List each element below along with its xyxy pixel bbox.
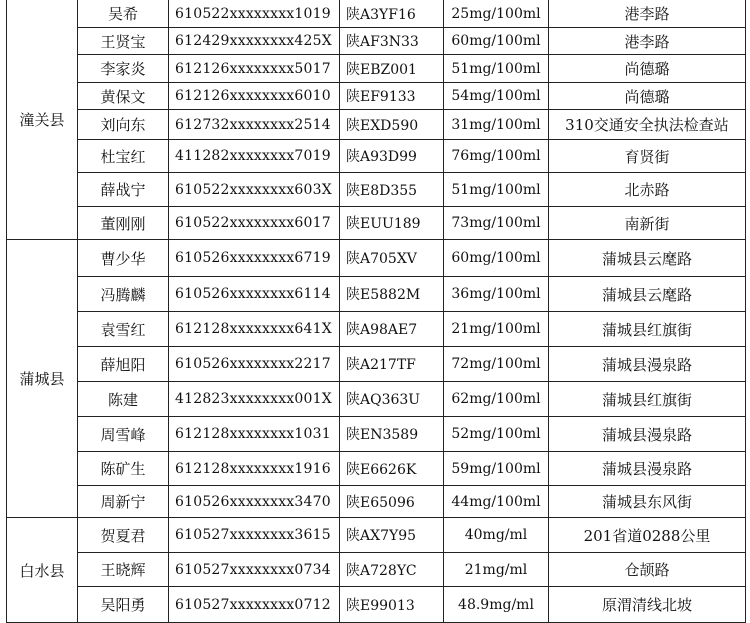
plate-number-cell: 陕E5882M — [340, 277, 444, 311]
plate-number-cell: 陕A3YF16 — [340, 0, 444, 27]
id-number-cell: 612126xxxxxxxx6010 — [169, 83, 340, 109]
person-name-cell: 董刚刚 — [78, 207, 169, 239]
table-row — [78, 382, 745, 417]
check-location-cell: 南新街 — [624, 214, 670, 233]
alcohol-level-cell: 62mg/100ml — [444, 382, 549, 416]
check-location-cell: 蒲城县漫泉路 — [601, 355, 692, 374]
check-location-cell: 北赤路 — [624, 181, 670, 199]
table-row — [78, 55, 745, 83]
table-row — [78, 452, 745, 486]
person-name-cell: 黄保文 — [78, 83, 169, 109]
table-row — [78, 110, 745, 140]
plate-number-cell: 陕AX7Y95 — [340, 518, 444, 552]
check-location-cell: 港李路 — [624, 32, 670, 51]
check-location-cell: 蒲城县红旗街 — [601, 320, 692, 339]
table-row — [78, 277, 745, 312]
check-location-cell: 仓颉路 — [624, 561, 670, 579]
check-location-cell: 蒲城县漫泉路 — [601, 460, 692, 478]
alcohol-level-cell: 21mg/100ml — [444, 312, 549, 346]
alcohol-level-cell: 36mg/100ml — [444, 277, 549, 311]
plate-number-cell: 陕EXD590 — [340, 110, 444, 139]
table-row — [78, 553, 745, 587]
id-number-cell: 612429xxxxxxxx425X — [169, 28, 340, 54]
id-number-cell: 610527xxxxxxxx0712 — [169, 587, 340, 622]
id-number-cell: 610522xxxxxxxx6017 — [169, 207, 340, 239]
plate-number-cell: 陕EUU189 — [340, 207, 444, 239]
person-name-cell: 刘向东 — [78, 110, 169, 139]
person-name-cell: 吴阳勇 — [78, 587, 169, 622]
table-row — [78, 240, 745, 277]
person-name-cell: 冯腾麟 — [78, 277, 169, 311]
table-row — [78, 28, 745, 55]
person-name-cell: 周新宁 — [78, 486, 169, 517]
plate-number-cell: 陕A98AE7 — [340, 312, 444, 346]
alcohol-level-cell: 60mg/100ml — [444, 28, 549, 54]
table-row — [78, 417, 745, 452]
id-number-cell: 612128xxxxxxxx1916 — [169, 452, 340, 485]
plate-number-cell: 陕A93D99 — [340, 140, 444, 172]
county-cell: 白水县 — [7, 518, 78, 623]
table-row — [78, 173, 745, 207]
id-number-cell: 610526xxxxxxxx6719 — [169, 240, 340, 276]
table-row — [78, 207, 745, 240]
alcohol-level-cell: 60mg/100ml — [444, 240, 549, 276]
alcohol-level-cell: 31mg/100ml — [444, 110, 549, 139]
check-location-cell: 港李路 — [624, 5, 670, 23]
table-row — [78, 312, 745, 347]
alcohol-level-cell: 54mg/100ml — [444, 83, 549, 109]
alcohol-level-cell: 76mg/100ml — [444, 140, 549, 172]
id-number-cell: 610527xxxxxxxx3615 — [169, 518, 340, 552]
id-number-cell: 612732xxxxxxxx2514 — [169, 110, 340, 139]
id-number-cell: 610522xxxxxxxx603X — [169, 173, 340, 206]
alcohol-level-cell: 40mg/ml — [444, 518, 549, 552]
person-name-cell: 吴希 — [78, 0, 169, 27]
dui-record-table — [6, 0, 746, 623]
check-location-cell: 201省道0288公里 — [583, 526, 711, 545]
plate-number-cell: 陕E99013 — [340, 587, 444, 622]
person-name-cell: 李家炎 — [78, 55, 169, 82]
table-row — [78, 518, 745, 553]
table-row — [78, 0, 745, 28]
alcohol-level-cell: 48.9mg/ml — [444, 587, 549, 622]
person-name-cell: 曹少华 — [78, 240, 169, 276]
plate-number-cell: 陕A728YC — [340, 553, 444, 586]
person-name-cell: 薛旭阳 — [78, 347, 169, 381]
check-location-cell: 尚德璐 — [624, 60, 670, 78]
person-name-cell: 陈矿生 — [78, 452, 169, 485]
plate-number-cell: 陕AQ363U — [340, 382, 444, 416]
table-row — [78, 83, 745, 110]
id-number-cell: 610526xxxxxxxx2217 — [169, 347, 340, 381]
check-location-cell: 育贤街 — [624, 147, 670, 166]
check-location-cell: 蒲城县红旗街 — [601, 390, 692, 409]
county-cell: 潼关县 — [7, 0, 78, 240]
table-row — [78, 587, 745, 623]
id-number-cell: 610527xxxxxxxx0734 — [169, 553, 340, 586]
plate-number-cell: 陕A705XV — [340, 240, 444, 276]
alcohol-level-cell: 21mg/ml — [444, 553, 549, 586]
plate-number-cell: 陕EBZ001 — [340, 55, 444, 82]
alcohol-level-cell: 59mg/100ml — [444, 452, 549, 485]
alcohol-level-cell: 51mg/100ml — [444, 55, 549, 82]
person-name-cell: 贺夏君 — [78, 518, 169, 552]
check-location-cell: 蒲城县东风街 — [601, 493, 692, 511]
plate-number-cell: 陕EF9133 — [340, 83, 444, 109]
alcohol-level-cell: 73mg/100ml — [444, 207, 549, 239]
alcohol-level-cell: 72mg/100ml — [444, 347, 549, 381]
county-cell: 蒲城县 — [7, 240, 78, 518]
table-row — [78, 486, 745, 518]
id-number-cell: 610526xxxxxxxx3470 — [169, 486, 340, 517]
plate-number-cell: 陕EN3589 — [340, 417, 444, 451]
check-location-cell: 原渭清线北坡 — [601, 596, 692, 614]
plate-number-cell: 陕E8D355 — [340, 173, 444, 206]
table-row — [78, 140, 745, 173]
table-row — [78, 347, 745, 382]
person-name-cell: 王贤宝 — [78, 28, 169, 54]
person-name-cell: 杜宝红 — [78, 140, 169, 172]
check-location-cell: 尚德璐 — [624, 87, 670, 106]
check-location-cell: 310交通安全执法检查站 — [565, 116, 729, 134]
person-name-cell: 袁雪红 — [78, 312, 169, 346]
person-name-cell: 周雪峰 — [78, 417, 169, 451]
plate-number-cell: 陕E65096 — [340, 486, 444, 517]
alcohol-level-cell: 44mg/100ml — [444, 486, 549, 517]
alcohol-level-cell: 51mg/100ml — [444, 173, 549, 206]
id-number-cell: 610526xxxxxxxx6114 — [169, 277, 340, 311]
alcohol-level-cell: 25mg/100ml — [444, 0, 549, 27]
id-number-cell: 412823xxxxxxxx001X — [169, 382, 340, 416]
id-number-cell: 612128xxxxxxxx1031 — [169, 417, 340, 451]
person-name-cell: 王晓辉 — [78, 553, 169, 586]
id-number-cell: 610522xxxxxxxx1019 — [169, 0, 340, 27]
plate-number-cell: 陕AF3N33 — [340, 28, 444, 54]
alcohol-level-cell: 52mg/100ml — [444, 417, 549, 451]
plate-number-cell: 陕E6626K — [340, 452, 444, 485]
person-name-cell: 薛战宁 — [78, 173, 169, 206]
id-number-cell: 411282xxxxxxxx7019 — [169, 140, 340, 172]
check-location-cell: 蒲城县漫泉路 — [601, 425, 692, 444]
plate-number-cell: 陕A217TF — [340, 347, 444, 381]
id-number-cell: 612126xxxxxxxx5017 — [169, 55, 340, 82]
person-name-cell: 陈建 — [78, 382, 169, 416]
check-location-cell: 蒲城县云麾路 — [601, 249, 692, 268]
check-location-cell: 蒲城县云麾路 — [601, 285, 692, 304]
id-number-cell: 612128xxxxxxxx641X — [169, 312, 340, 346]
